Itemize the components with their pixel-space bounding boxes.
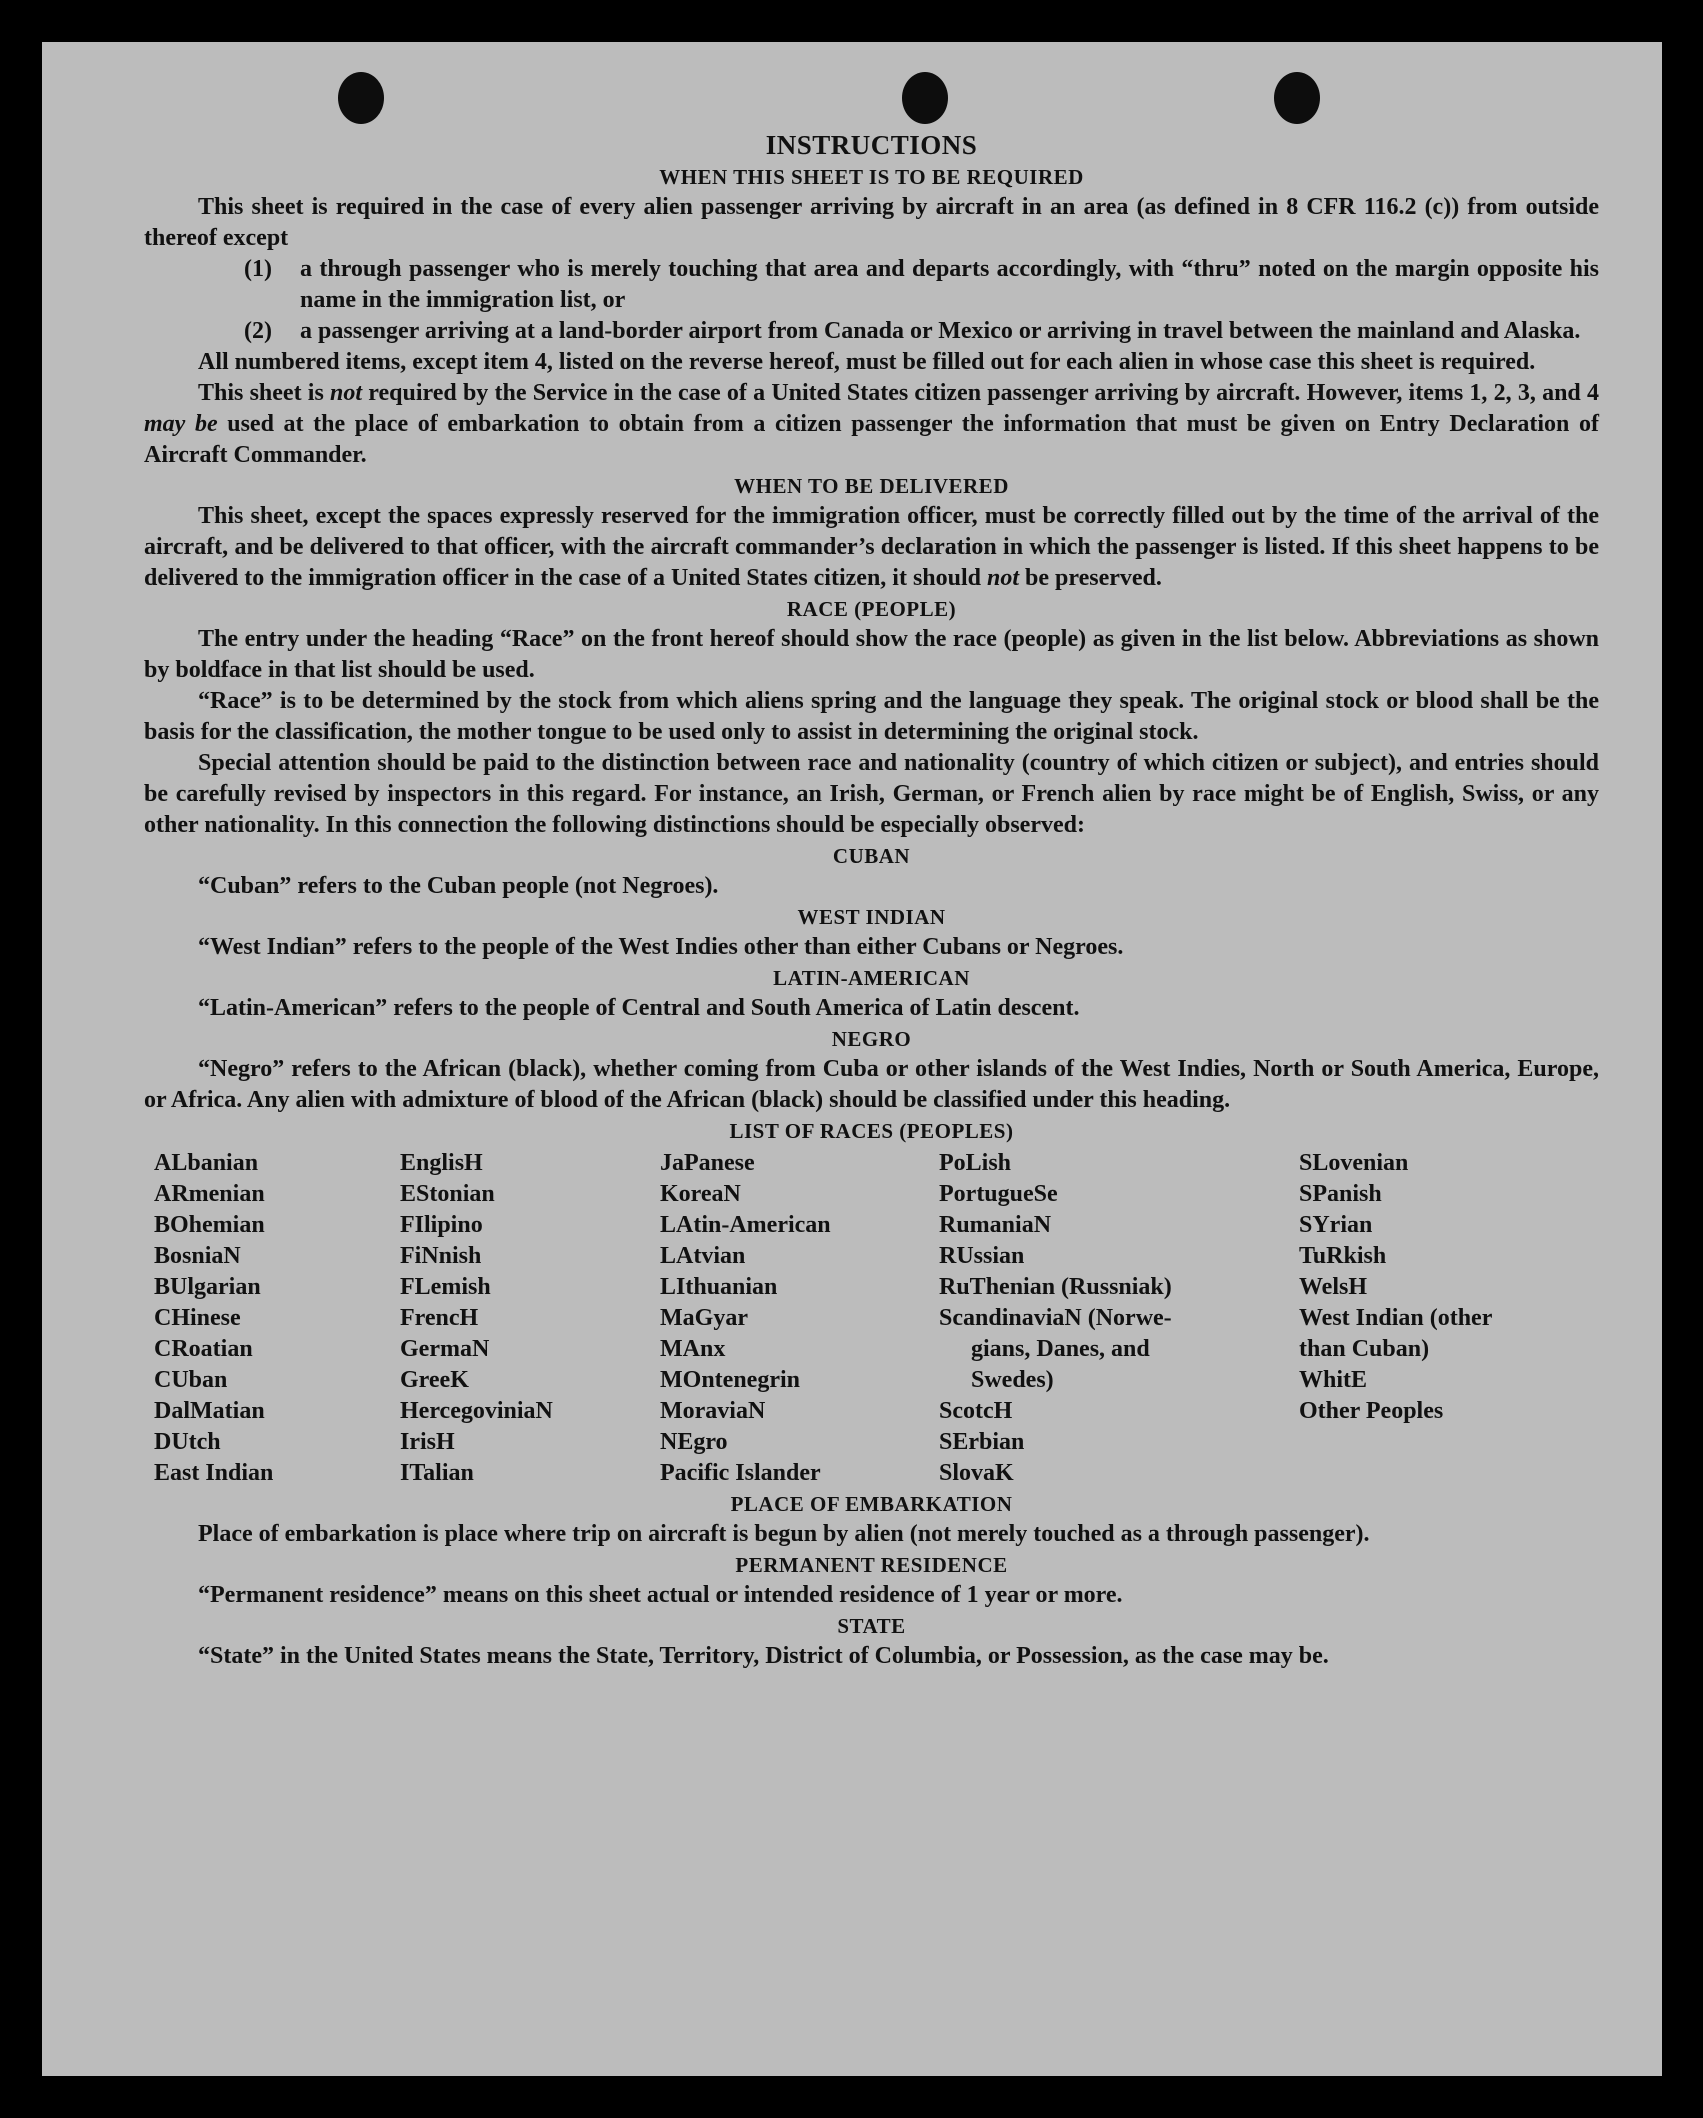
races-column-5: [1299, 1148, 1569, 1489]
west-indian-definition: “West Indian” refers to the people of the West Indies other than either Cubans or Negroes.: [198, 934, 1124, 960]
negro-definition: “Negro” refers to the African (black), whether coming from Cuba or other islands of the West Indies, North or South America, Europe, or Africa. Any alien with admixture of blood of the African (black) should be classified under this heading.: [144, 1056, 1599, 1113]
race-entry: FiNnish: [400, 1243, 482, 1269]
races-list: [154, 1148, 1599, 1489]
race-entry: WelsH: [1299, 1274, 1368, 1300]
page-title: INSTRUCTIONS: [765, 130, 978, 160]
race-entry: ScandinaviaN (Norwe-: [939, 1305, 1172, 1331]
race-entry: CUban: [154, 1367, 228, 1393]
delivered-not: not: [987, 565, 1020, 591]
race-entry: KoreaN: [660, 1181, 741, 1207]
exception-item-2-text: a passenger arriving at a land-border airport from Canada or Mexico or arriving in travel between the mainland and Alaska.: [300, 318, 1581, 344]
race-entry: DalMatian: [154, 1398, 265, 1424]
punch-hole-middle: [902, 72, 948, 124]
exception-item-1-number: (1): [244, 256, 272, 282]
races-column-2: [400, 1148, 660, 1489]
races-column-1: [154, 1148, 400, 1489]
instructions-content: [144, 128, 1599, 1672]
required-p3-may-be: may be: [144, 411, 218, 437]
race-entry: ALbanian: [154, 1150, 259, 1176]
race-entry: SPanish: [1299, 1181, 1382, 1207]
race-entry: DUtch: [154, 1429, 221, 1455]
exception-item-2: [144, 316, 1599, 347]
punch-hole-right: [1274, 72, 1320, 124]
race-entry: GreeK: [400, 1367, 469, 1393]
required-paragraph-2: All numbered items, except item 4, listed on the reverse hereof, must be filled out for each alien in whose case this sheet is required.: [198, 349, 1536, 375]
race-entry: SYrian: [1299, 1212, 1373, 1238]
race-entry: RumaniaN: [939, 1212, 1052, 1238]
cuban-definition: “Cuban” refers to the Cuban people (not Negroes).: [198, 873, 719, 899]
exception-item-1-text: a through passenger who is merely touching that area and departs accordingly, with “thru” noted on the margin opposite his name in the immigration list, or: [300, 256, 1599, 313]
race-entry: ARmenian: [154, 1181, 265, 1207]
race-entry: FLemish: [400, 1274, 491, 1300]
heading-when-delivered: WHEN TO BE DELIVERED: [734, 474, 1009, 498]
race-entry: IrisH: [400, 1429, 455, 1455]
race-entry: FIlipino: [400, 1212, 483, 1238]
race-entry: West Indian (other: [1299, 1305, 1493, 1331]
heading-latin-american: LATIN-AMERICAN: [773, 966, 970, 990]
race-paragraph-2: “Race” is to be determined by the stock from which aliens spring and the language they speak. The original stock or blood shall be the basis for the classification, the mother tongue to be used only to assist in determining the original stock.: [144, 688, 1599, 745]
race-entry: SLovenian: [1299, 1150, 1409, 1176]
race-entry: PortugueSe: [939, 1181, 1058, 1207]
heading-west-indian: WEST INDIAN: [797, 905, 946, 929]
punch-hole-left: [338, 72, 384, 124]
race-entry: BUlgarian: [154, 1274, 261, 1300]
race-entry: RUssian: [939, 1243, 1025, 1269]
race-entry: RuThenian (Russniak): [939, 1274, 1172, 1300]
delivered-part-b: be preserved.: [1019, 565, 1162, 591]
race-entry: East Indian: [154, 1460, 274, 1486]
required-p3-part-a: This sheet is: [198, 380, 331, 406]
required-p3-part-b: required by the Service in the case of a United States citizen passenger arriving by aircraft. However, items 1, 2, 3, and 4: [362, 380, 1599, 406]
race-entry: LIthuanian: [660, 1274, 778, 1300]
heading-cuban: CUBAN: [832, 844, 911, 868]
required-p3-not: not: [330, 380, 363, 406]
race-paragraph-3: Special attention should be paid to the distinction between race and nationality (country of which citizen or subject), and entries should be carefully revised by inspectors in this regard. For instance, an Irish, German, or French alien by race might be of English, Swiss, or any other nationality. In this connection the following distinctions should be especially observed:: [144, 750, 1599, 838]
race-entry: JaPanese: [660, 1150, 755, 1176]
document-sheet: [42, 42, 1662, 2076]
embarkation-definition: Place of embarkation is place where trip on aircraft is begun by alien (not merely touched as a through passenger).: [198, 1521, 1370, 1547]
heading-when-required: WHEN THIS SHEET IS TO BE REQUIRED: [659, 165, 1084, 189]
races-column-3: [660, 1148, 939, 1489]
race-entry: PoLish: [939, 1150, 1012, 1176]
race-entry: gians, Danes, and: [971, 1336, 1150, 1362]
race-paragraph-1: The entry under the heading “Race” on the front hereof should show the race (people) as given in the list below. Abbreviations as shown by boldface in that list should be used.: [144, 626, 1599, 683]
latin-american-definition: “Latin-American” refers to the people of Central and South America of Latin descent.: [198, 995, 1080, 1021]
race-entry: ScotcH: [939, 1398, 1013, 1424]
heading-negro: NEGRO: [831, 1027, 912, 1051]
delivered-part-a: This sheet, except the spaces expressly reserved for the immigration officer, must be correctly filled out by the time of the arrival of the aircraft, and be delivered to that officer, with the aircraft commander’s declaration in which the passenger is listed. If this sheet happens to be delivered to the immigration officer in the case of a United States citizen, it should: [144, 503, 1599, 591]
state-definition: “State” in the United States means the State, Territory, District of Columbia, or Possession, as the case may be.: [198, 1643, 1329, 1669]
heading-state: STATE: [837, 1614, 906, 1638]
race-entry: LAtvian: [660, 1243, 746, 1269]
race-entry: EStonian: [400, 1181, 495, 1207]
delivered-paragraph: [144, 501, 1599, 594]
race-entry: SlovaK: [939, 1460, 1014, 1486]
race-entry: Pacific Islander: [660, 1460, 821, 1486]
race-entry: CRoatian: [154, 1336, 253, 1362]
race-entry: FrencH: [400, 1305, 479, 1331]
race-entry: MAnx: [660, 1336, 726, 1362]
residence-definition: “Permanent residence” means on this sheet actual or intended residence of 1 year or more.: [198, 1582, 1123, 1608]
race-entry: than Cuban): [1299, 1336, 1430, 1362]
heading-permanent-residence: PERMANENT RESIDENCE: [735, 1553, 1008, 1577]
heading-list-of-races: LIST OF RACES (PEOPLES): [729, 1119, 1014, 1143]
race-entry: LAtin-American: [660, 1212, 831, 1238]
race-entry: Other Peoples: [1299, 1398, 1444, 1424]
race-entry: WhitE: [1299, 1367, 1368, 1393]
heading-race: RACE (PEOPLE): [786, 597, 957, 621]
exception-item-1: [144, 254, 1599, 316]
race-entry: NEgro: [660, 1429, 728, 1455]
race-entry: TuRkish: [1299, 1243, 1387, 1269]
race-entry: SErbian: [939, 1429, 1025, 1455]
race-entry: EnglisH: [400, 1150, 483, 1176]
race-entry: MOntenegrin: [660, 1367, 800, 1393]
required-paragraph-3: [144, 378, 1599, 471]
race-entry: BosniaN: [154, 1243, 241, 1269]
race-entry: GermaN: [400, 1336, 490, 1362]
races-column-4: [939, 1148, 1299, 1489]
required-p3-part-c: used at the place of embarkation to obtain from a citizen passenger the information that must be given on Entry Declaration of Aircraft Commander.: [144, 411, 1599, 468]
heading-place-of-embarkation: PLACE OF EMBARKATION: [730, 1492, 1013, 1516]
race-entry: CHinese: [154, 1305, 241, 1331]
required-paragraph-1: This sheet is required in the case of every alien passenger arriving by aircraft in an area (as defined in 8 CFR 116.2 (c)) from outside thereof except: [144, 194, 1599, 251]
race-entry: BOhemian: [154, 1212, 265, 1238]
race-entry: Swedes): [971, 1367, 1054, 1393]
race-entry: MaGyar: [660, 1305, 748, 1331]
race-entry: MoraviaN: [660, 1398, 766, 1424]
exception-item-2-number: (2): [244, 318, 272, 344]
race-entry: HercegoviniaN: [400, 1398, 553, 1424]
race-entry: ITalian: [400, 1460, 474, 1486]
